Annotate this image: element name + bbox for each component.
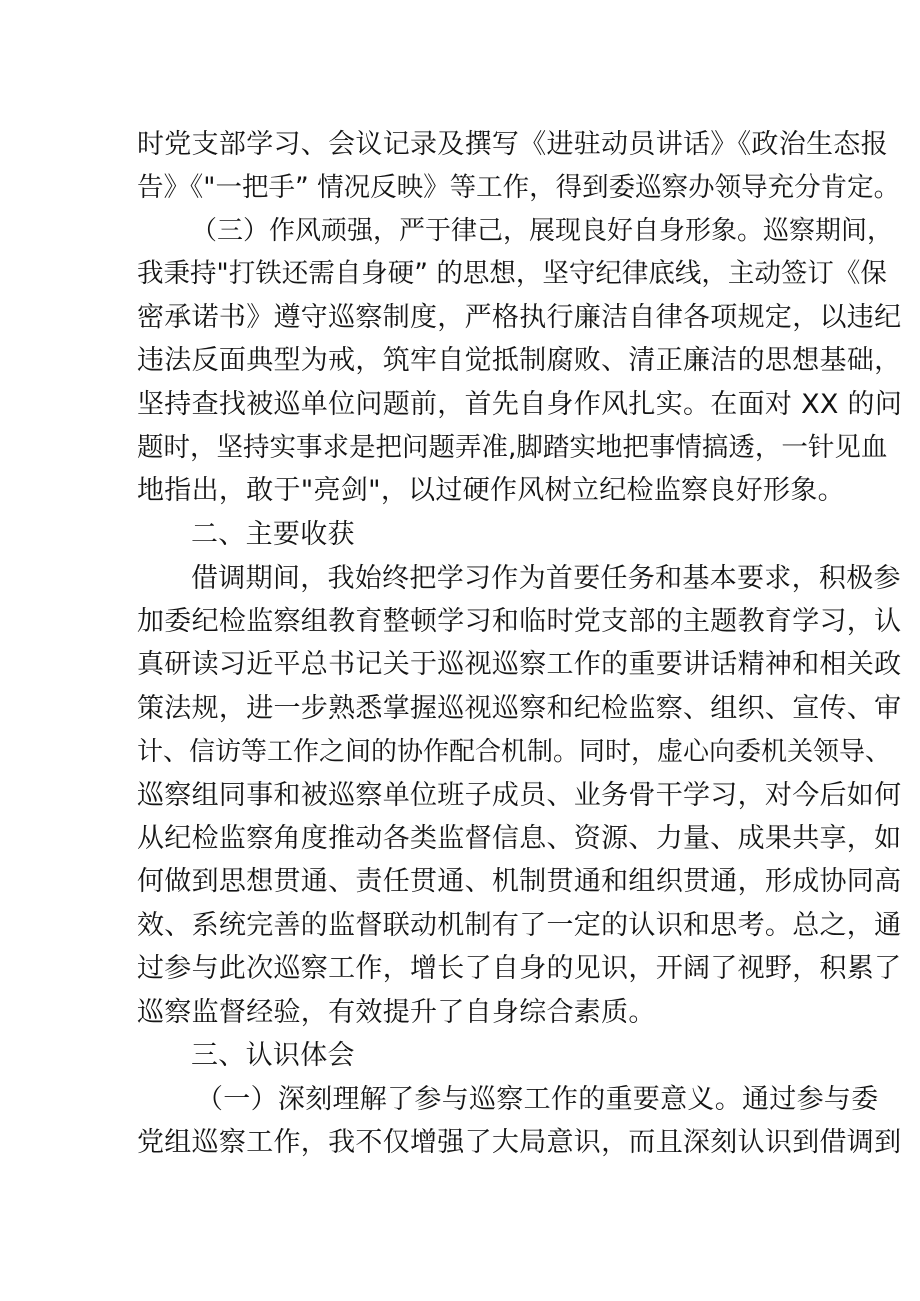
section-heading: 二、主要收获 [191, 519, 355, 550]
text-line: 计、信访等工作之间的协作配合机制。同时，虚心向委机关领导、 [137, 737, 892, 767]
section-heading: 三、认识体会 [191, 1040, 355, 1071]
text-line: 题时，坚持实事求是把问题弄准,脚踏实地把事情搞透，一针见血 [137, 432, 888, 463]
text-line: 真研读习近平总书记关于巡视巡察工作的重要讲话精神和相关政 [137, 649, 902, 680]
text-line: 告》《"一把手” 情况反映》等工作，得到委巡察办领导充分肯定。 [137, 172, 901, 203]
text-line: 过参与此次巡察工作，增长了自身的见识，开阔了视野，积累了 [137, 953, 902, 984]
text-line: 效、系统完善的监督联动机制有了一定的认识和思考。总之，通 [137, 910, 902, 941]
paragraph-heading: （一）深刻理解了参与巡察工作的重要意义。通过参与委 [196, 1084, 879, 1115]
text-line: 从纪检监察角度推动各类监督信息、资源、力量、成果共享，如 [137, 823, 902, 854]
text-line: 巡察监督经验，有效提升了自身综合素质。 [137, 997, 656, 1028]
text-line: 密承诺书》遵守巡察制度，严格执行廉洁自律各项规定，以违纪 [137, 302, 902, 333]
text-line: 巡察组同事和被巡察单位班子成员、业务骨干学习，对今后如何 [137, 780, 902, 811]
text-line: 地指出，敢于"亮剑"，以过硬作风树立纪检监察良好形象。 [137, 475, 845, 506]
text-line: 何做到思想贯通、责任贯通、机制贯通和组织贯通，形成协同高 [137, 866, 902, 897]
text-line: 我秉持"打铁还需自身硬” 的思想，坚守纪律底线，主动签订《保 [137, 258, 887, 289]
text-line: 策法规，进一步熟悉掌握巡视巡察和纪检监察、组织、宣传、审 [137, 693, 902, 724]
text-line: 借调期间，我始终把学习作为首要任务和基本要求，积极参 [191, 563, 901, 594]
text-line: 违法反面典型为戒，筑牢自觉抵制腐败、清正廉洁的思想基础， [137, 345, 902, 376]
paragraph-heading: （三）作风顽强，严于律己，展现良好自身形象。巡察期间， [191, 216, 894, 246]
text-line: 时党支部学习、会议记录及撰写《进驻动员讲话》《政治生态报 [137, 129, 888, 160]
text-line: 坚持查找被巡单位问题前，首先自身作风扎实。在面对 XX 的问 [137, 389, 903, 420]
text-line: 加委纪检监察组教育整顿学习和临时党支部的主题教育学习，认 [137, 606, 902, 637]
text-line: 党组巡察工作，我不仅增强了大局意识，而且深刻认识到借调到 [137, 1127, 902, 1158]
